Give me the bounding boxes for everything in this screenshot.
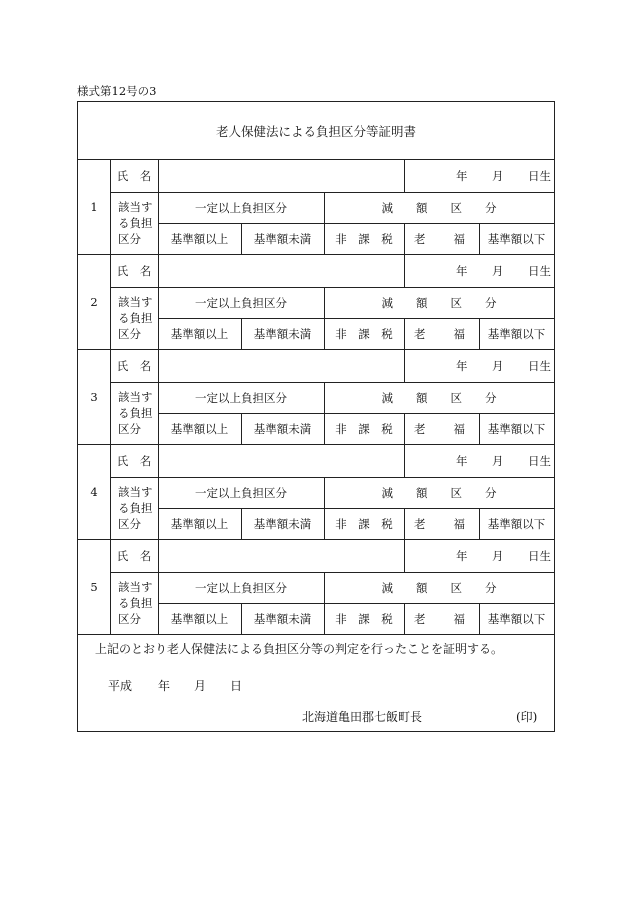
issue-date [108,677,242,694]
elderly-welfare-char2: 福 [453,231,465,246]
record-number: 1 [90,200,98,214]
dob-year-label: 年 [456,264,468,278]
date-of-birth-field[interactable] [404,445,554,477]
name-field[interactable] [158,350,404,382]
dob-month-label: 月 [492,264,504,278]
option-base-below[interactable]: 基準額未満 [253,231,312,246]
date-era: 平成 [108,679,133,693]
dob-month-label: 月 [492,549,504,563]
issuer-name: 北海道亀田郡七飯町長 [302,710,423,724]
dob-year-label: 年 [456,169,468,183]
option-base-above[interactable]: 基準額以上 [170,326,229,341]
above-fixed-burden-header: 一定以上負担区分 [195,295,287,310]
option-elderly-welfare[interactable] [404,223,479,254]
elderly-welfare-char2: 福 [453,326,465,341]
dob-month-label: 月 [492,454,504,468]
elderly-welfare-char2: 福 [453,611,465,626]
reduction-category-header: 減 額 区 分 [381,295,497,310]
burden-label-line1: 該当す [118,485,153,499]
record-number: 5 [90,580,98,594]
seal-mark: (印) [516,710,538,724]
option-base-below[interactable]: 基準額未満 [253,326,312,341]
burden-label-line3: 区分 [118,232,141,246]
name-label: 氏 名 [116,169,152,183]
burden-category-label [110,477,158,539]
name-field[interactable] [158,445,404,477]
burden-category-label [110,382,158,444]
burden-label-line2: る負担 [118,311,153,325]
option-base-above[interactable]: 基準額以上 [170,516,229,531]
option-base-above[interactable]: 基準額以上 [170,611,229,626]
burden-category-label [110,192,158,254]
option-non-taxable[interactable]: 非 課 税 [335,231,393,246]
option-non-taxable[interactable]: 非 課 税 [335,611,393,626]
option-base-under[interactable]: 基準額以下 [487,421,546,436]
name-label: 氏 名 [116,359,152,373]
burden-label-line1: 該当す [118,580,153,594]
certificate-form [77,101,555,732]
option-base-below[interactable]: 基準額未満 [253,516,312,531]
elderly-welfare-char1: 老 [414,421,426,436]
above-fixed-burden-header: 一定以上負担区分 [195,200,287,215]
option-non-taxable[interactable]: 非 課 税 [335,516,393,531]
name-label: 氏 名 [116,264,152,278]
option-elderly-welfare[interactable] [404,318,479,349]
date-of-birth-field[interactable] [404,540,554,572]
option-base-under[interactable]: 基準額以下 [487,231,546,246]
option-base-above[interactable]: 基準額以上 [170,421,229,436]
reduction-category-header: 減 額 区 分 [381,390,497,405]
elderly-welfare-char1: 老 [414,516,426,531]
dob-day-label: 日生 [528,359,551,373]
reduction-category-header: 減 額 区 分 [381,485,497,500]
name-field[interactable] [158,160,404,192]
elderly-welfare-char1: 老 [414,611,426,626]
elderly-welfare-char1: 老 [414,326,426,341]
above-fixed-burden-header: 一定以上負担区分 [195,485,287,500]
dob-day-label: 日生 [528,454,551,468]
burden-category-label [110,287,158,349]
option-base-under[interactable]: 基準額以下 [487,516,546,531]
date-of-birth-field[interactable] [404,255,554,287]
record-number: 4 [90,485,98,499]
date-month-label: 月 [194,679,207,693]
record-block [78,160,554,255]
dob-month-label: 月 [492,169,504,183]
record-block [78,445,554,540]
above-fixed-burden-header: 一定以上負担区分 [195,580,287,595]
option-base-below[interactable]: 基準額未満 [253,611,312,626]
date-of-birth-field[interactable] [404,160,554,192]
burden-category-label [110,572,158,634]
burden-label-line1: 該当す [118,390,153,404]
dob-year-label: 年 [456,454,468,468]
record-number: 3 [90,390,98,404]
option-base-below[interactable]: 基準額未満 [253,421,312,436]
burden-label-line3: 区分 [118,422,141,436]
dob-day-label: 日生 [528,549,551,563]
option-base-under[interactable]: 基準額以下 [487,611,546,626]
burden-label-line2: る負担 [118,216,153,230]
dob-year-label: 年 [456,549,468,563]
burden-label-line3: 区分 [118,517,141,531]
burden-label-line1: 該当す [118,200,153,214]
form-number: 様式第12号の3 [77,84,157,98]
elderly-welfare-char2: 福 [453,421,465,436]
option-non-taxable[interactable]: 非 課 税 [335,326,393,341]
record-block [78,255,554,350]
burden-label-line2: る負担 [118,501,153,515]
burden-label-line3: 区分 [118,327,141,341]
name-label: 氏 名 [116,454,152,468]
dob-day-label: 日生 [528,169,551,183]
name-field[interactable] [158,540,404,572]
record-block [78,350,554,445]
reduction-category-header: 減 額 区 分 [381,200,497,215]
burden-label-line1: 該当す [118,295,153,309]
record-number: 2 [90,295,98,309]
burden-label-line3: 区分 [118,612,141,626]
option-base-under[interactable]: 基準額以下 [487,326,546,341]
date-day-label: 日 [230,679,243,693]
above-fixed-burden-header: 一定以上負担区分 [195,390,287,405]
name-label: 氏 名 [116,549,152,563]
option-elderly-welfare[interactable] [404,603,479,634]
date-year-label: 年 [158,679,171,693]
dob-day-label: 日生 [528,264,551,278]
form-title: 老人保健法による負担区分等証明書 [78,102,554,160]
certification-statement: 上記のとおり老人保健法による負担区分等の判定を行ったことを証明する。 [95,642,504,656]
date-of-birth-field[interactable] [404,350,554,382]
dob-year-label: 年 [456,359,468,373]
dob-month-label: 月 [492,359,504,373]
burden-label-line2: る負担 [118,596,153,610]
record-block [78,540,554,635]
option-elderly-welfare[interactable] [404,508,479,539]
burden-label-line2: る負担 [118,406,153,420]
elderly-welfare-char1: 老 [414,231,426,246]
elderly-welfare-char2: 福 [453,516,465,531]
reduction-category-header: 減 額 区 分 [381,580,497,595]
option-base-above[interactable]: 基準額以上 [170,231,229,246]
name-field[interactable] [158,255,404,287]
option-elderly-welfare[interactable] [404,413,479,444]
option-non-taxable[interactable]: 非 課 税 [335,421,393,436]
